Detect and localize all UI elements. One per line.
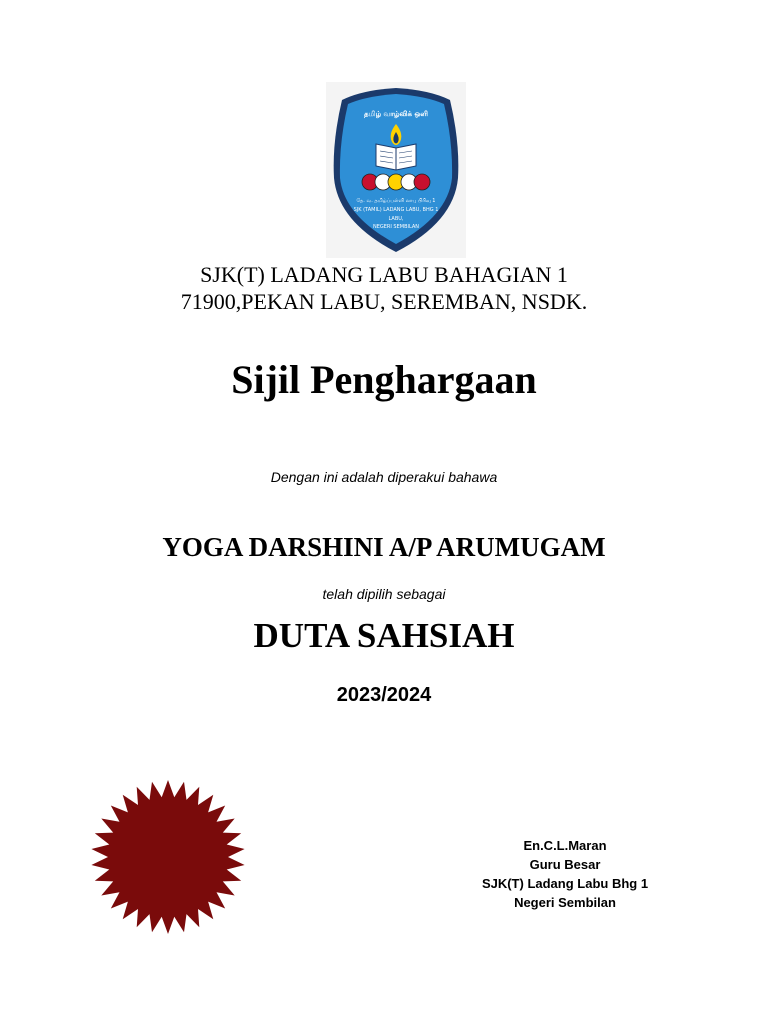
school-address: 71900,PEKAN LABU, SEREMBAN, NSDK. xyxy=(180,289,588,314)
crest-banner-text: தமிழ் வாழ்விக் ஒளி xyxy=(364,110,428,118)
crest-line-1: தே. வ. தமிழ்ப்பள்ளி லாபு பிரிவு 1 xyxy=(356,198,436,204)
recipient-name: YOGA DARSHINI A/P ARUMUGAM xyxy=(162,532,606,562)
certificate-title: Sijil Penghargaan xyxy=(231,357,537,402)
school-name: SJK(T) LADANG LABU BAHAGIAN 1 xyxy=(200,262,568,287)
signatory-state: Negeri Sembilan xyxy=(514,895,616,910)
academic-year: 2023/2024 xyxy=(336,684,432,706)
seal-icon xyxy=(90,778,246,936)
school-crest-logo xyxy=(326,82,466,258)
crest-line-3: LABU, xyxy=(388,216,404,222)
signatory-school: SJK(T) Ladang Labu Bhg 1 xyxy=(481,876,649,891)
selected-as-text: telah dipilih sebagai xyxy=(322,586,446,602)
award-title: DUTA SAHSIAH xyxy=(253,616,515,655)
certificate-intro: Dengan ini adalah diperakui bahawa xyxy=(270,469,498,485)
crest-line-4: NEGERI SEMBILAN xyxy=(372,224,420,230)
seal-starburst xyxy=(91,780,244,934)
crest-line-2: SJK (TAMIL) LADANG LABU, BHG 1 xyxy=(353,207,439,213)
signatory-name: En.C.L.Maran xyxy=(523,838,607,853)
signatory-position: Guru Besar xyxy=(529,857,601,872)
